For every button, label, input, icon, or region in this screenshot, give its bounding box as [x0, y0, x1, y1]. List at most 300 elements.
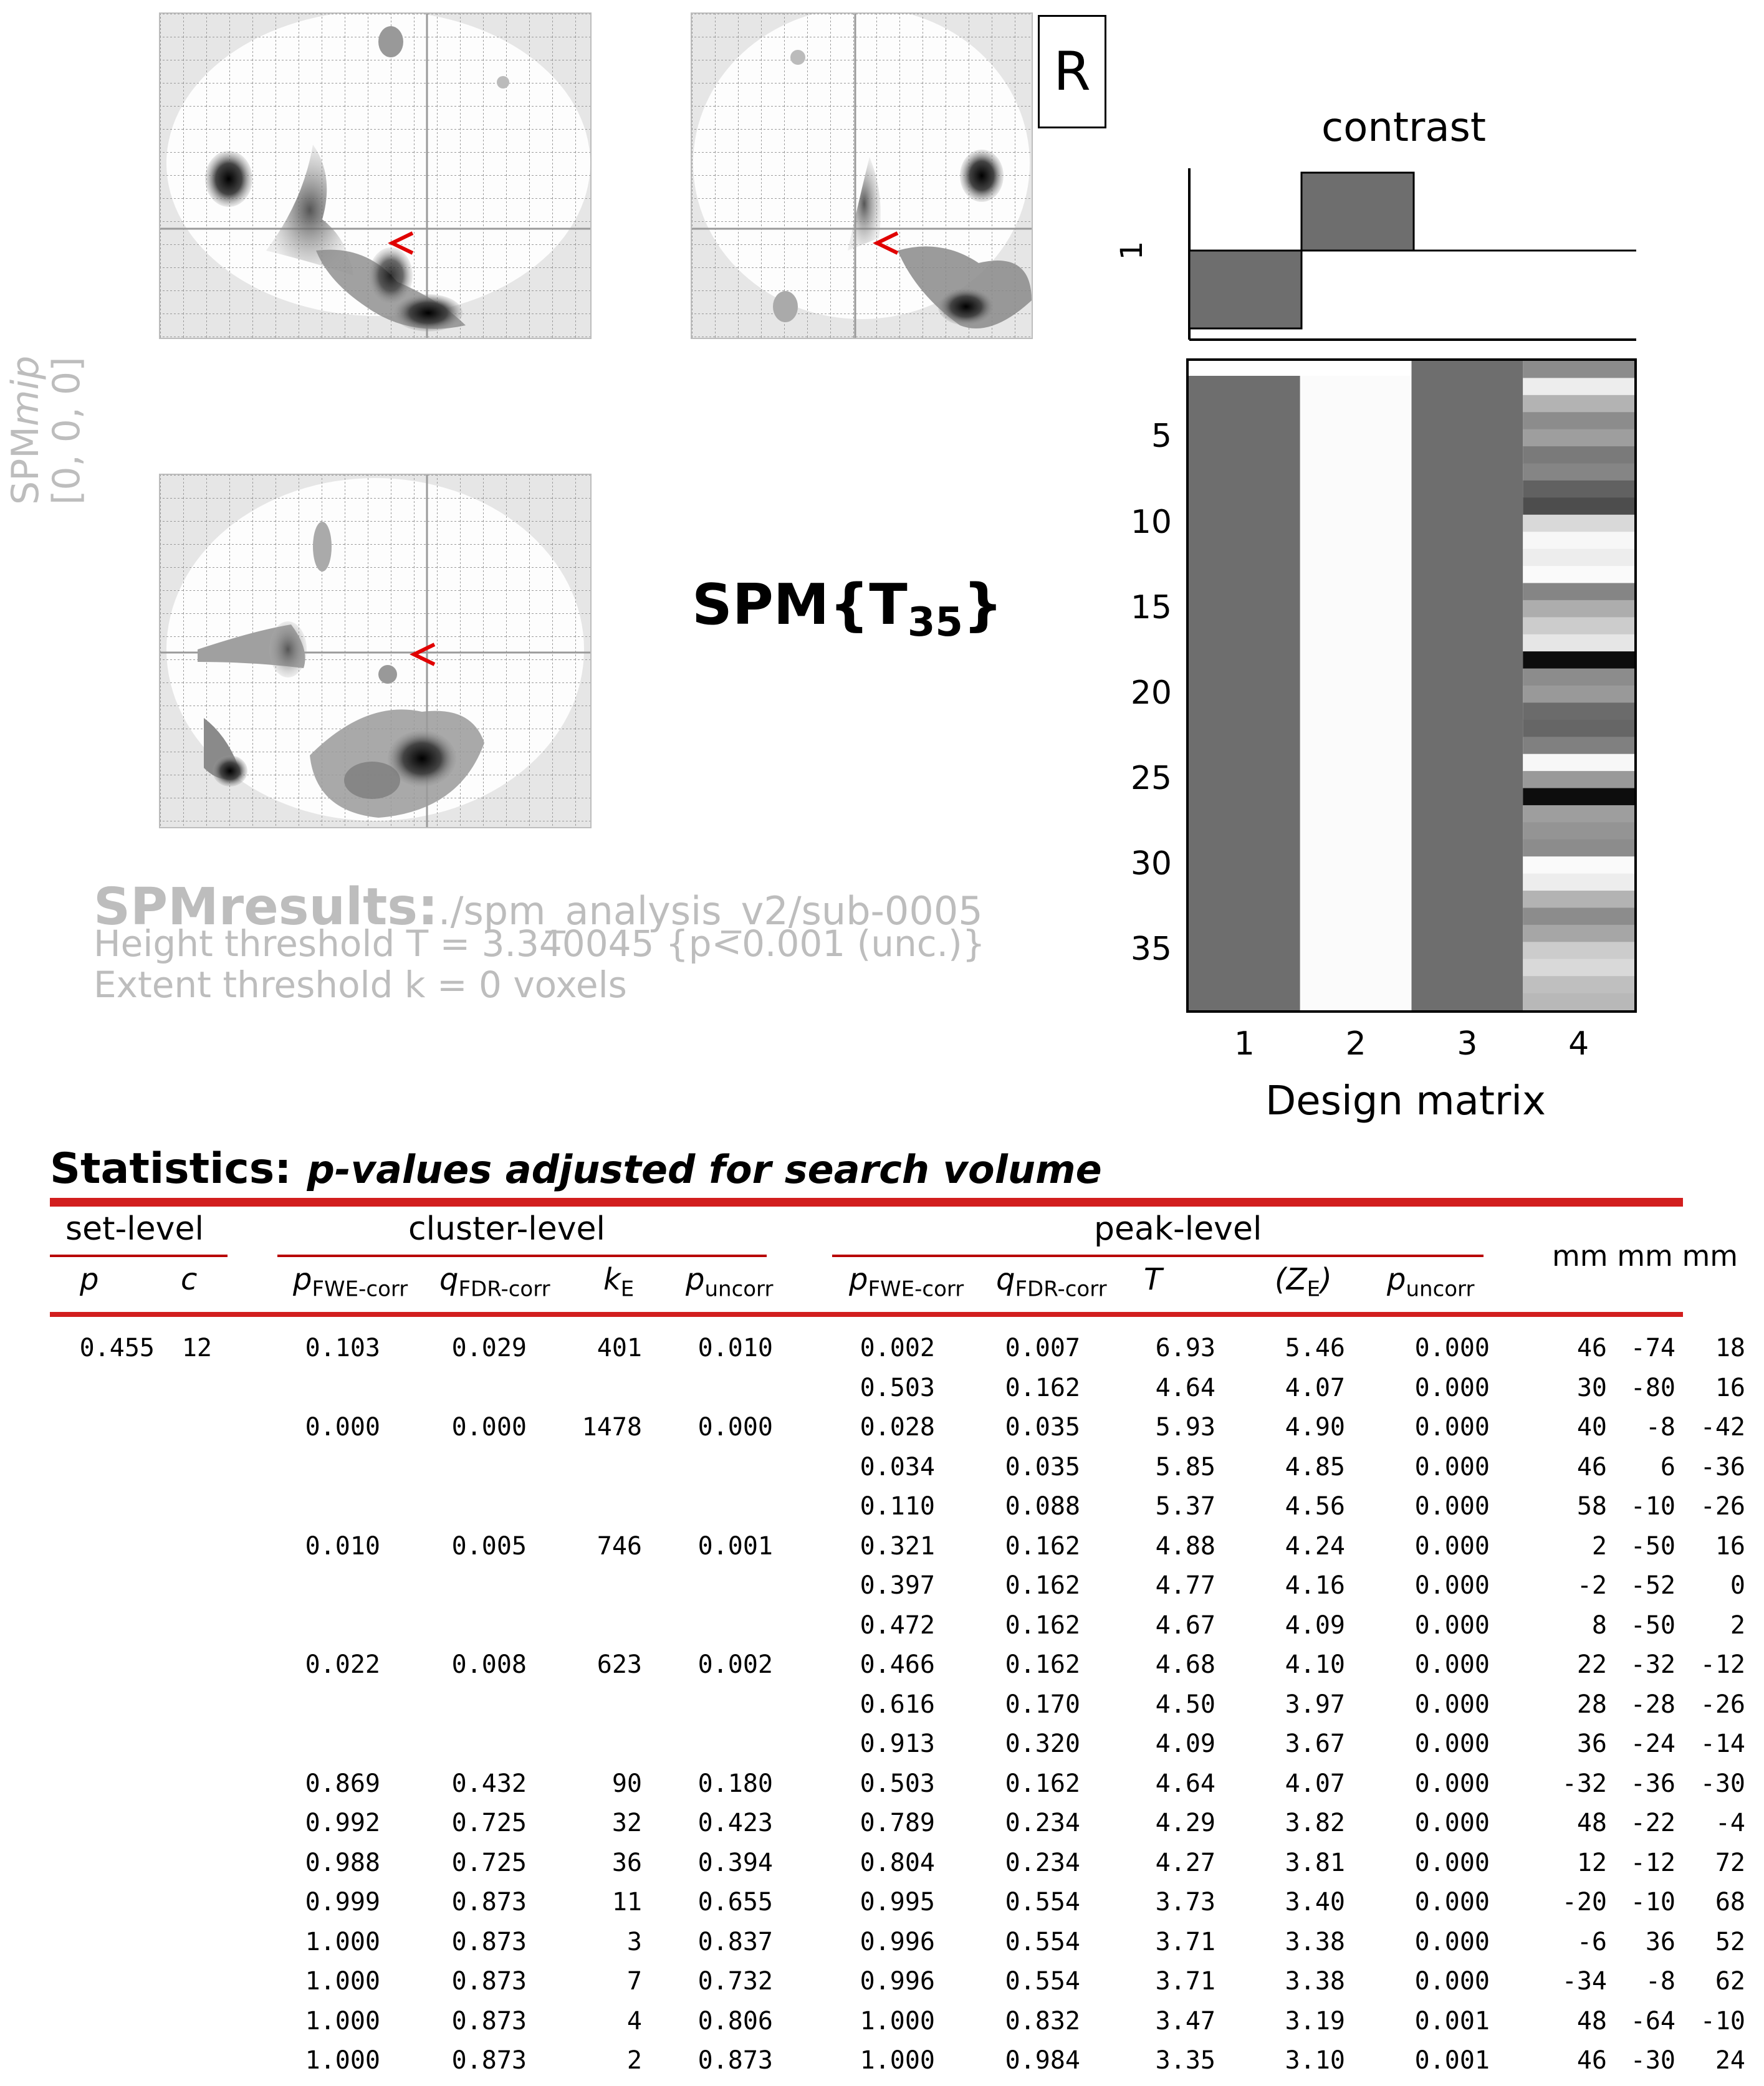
table-cell: 0.000	[1414, 1452, 1490, 1481]
dm-col4-row-33	[1523, 907, 1634, 925]
dm-col4-row-27	[1523, 805, 1634, 823]
table-cell: 0.035	[1005, 1413, 1080, 1442]
table-cell: 3.10	[1285, 2046, 1345, 2075]
table-cell: 5.85	[1155, 1452, 1215, 1481]
table-cell: 0.000	[1414, 1769, 1490, 1798]
spm-title-suffix: }	[962, 572, 1003, 638]
table-cell: -12	[1700, 1650, 1745, 1679]
table-cell: 0.000	[1414, 1571, 1490, 1600]
dm-col4-row-12	[1523, 549, 1634, 567]
col-peak-p-unc-sub: uncorr	[1406, 1276, 1475, 1302]
statistics-top-rule	[50, 1198, 1683, 1207]
table-cell: 0.554	[1005, 1888, 1080, 1916]
table-cell: 48	[1576, 2006, 1607, 2036]
table-cell: 0.554	[1005, 1927, 1080, 1956]
axial-mip-image	[160, 475, 590, 827]
table-cell: 0.000	[1414, 1413, 1490, 1442]
dm-top-row-col2	[1300, 361, 1412, 376]
table-cell: 3.40	[1285, 1888, 1345, 1916]
table-cell: 4.27	[1155, 1848, 1215, 1877]
spm-results-path: ./spm_analysis_v2/sub-0005	[438, 888, 983, 934]
col-cluster-p-fwe	[293, 1262, 408, 1302]
table-cell: 52	[1715, 1927, 1745, 1956]
table-row	[0, 1571, 1764, 1611]
table-cell: 3.19	[1285, 2006, 1345, 2036]
spm-title-prefix: SPM{T	[692, 572, 908, 638]
dm-col4-row-32	[1523, 891, 1634, 908]
table-cell: 0.162	[1005, 1769, 1080, 1798]
table-cell: -14	[1700, 1730, 1745, 1758]
dm-col4-row-31	[1523, 874, 1634, 891]
table-cell: 0.804	[860, 1848, 935, 1877]
height-threshold: Height threshold T = 3.340045 {p<0.001 (unc.)}	[93, 922, 985, 965]
col-cluster-p-unc	[686, 1262, 773, 1302]
table-cell: 12	[1576, 1848, 1607, 1877]
dm-column-2	[1300, 376, 1412, 1010]
contrast-plot	[1110, 156, 1646, 343]
table-row	[0, 1532, 1764, 1572]
table-cell: 0.503	[860, 1373, 935, 1402]
table-cell: 5.46	[1285, 1334, 1345, 1362]
table-cell: 0.234	[1005, 1848, 1080, 1877]
col-peak-q-fdr-sub: FDR-corr	[1015, 1276, 1107, 1302]
table-cell: 0.170	[1005, 1690, 1080, 1719]
table-cell: -26	[1700, 1690, 1745, 1719]
spm-statistic-title	[692, 572, 1003, 646]
table-row	[0, 1730, 1764, 1769]
table-cell: 0.234	[1005, 1809, 1080, 1837]
dm-x-tick-3: 3	[1457, 1025, 1478, 1063]
col-cluster-ke-label: k	[603, 1262, 621, 1297]
mip-label-main: SPM	[4, 426, 47, 505]
table-cell: 4	[626, 2006, 642, 2036]
table-row	[0, 2046, 1764, 2086]
table-cell: 0.873	[697, 2046, 773, 2075]
table-cell: 0.725	[451, 1809, 527, 1837]
table-cell: 0.996	[860, 1967, 935, 1996]
col-cluster-p-fwe-sub: FWE-corr	[312, 1276, 408, 1302]
table-cell: 1.000	[860, 2006, 935, 2036]
table-cell: 0.001	[1414, 2046, 1490, 2075]
col-peak-p-fwe	[849, 1262, 964, 1302]
extent-threshold: Extent threshold k = 0 voxels	[93, 964, 627, 1006]
dm-y-tick-10: 10	[1130, 503, 1172, 541]
dm-y-tick-25: 25	[1130, 759, 1172, 797]
table-cell: 0.034	[860, 1452, 935, 1481]
table-cell: -10	[1700, 2006, 1745, 2036]
col-cluster-q-fdr-label: q	[439, 1262, 459, 1297]
statistics-header	[50, 1144, 1102, 1194]
table-cell: -52	[1630, 1571, 1675, 1600]
table-cell: 0.869	[305, 1769, 380, 1798]
glass-brain-coronal	[691, 12, 1033, 339]
table-cell: 4.09	[1155, 1730, 1215, 1758]
table-cell: 0.010	[305, 1531, 380, 1561]
col-peak-ze-close: )	[1320, 1262, 1332, 1297]
table-cell: 3.97	[1285, 1690, 1345, 1719]
table-cell: 24	[1715, 2046, 1745, 2075]
table-cell: 0.992	[305, 1809, 380, 1837]
dm-col4-row-3	[1523, 395, 1634, 413]
table-cell: 4.50	[1155, 1690, 1215, 1719]
table-cell: 4.07	[1285, 1769, 1345, 1798]
glass-brain-axial	[159, 474, 592, 828]
table-cell: 2	[1730, 1610, 1745, 1640]
table-cell: 0.005	[451, 1531, 527, 1561]
dm-col4-row-30	[1523, 856, 1634, 874]
table-cell: 0.873	[451, 1967, 527, 1996]
table-cell: 1.000	[305, 2006, 380, 2036]
table-cell: 0.028	[860, 1413, 935, 1442]
table-cell: 0.000	[1414, 1610, 1490, 1640]
table-cell: -36	[1630, 1769, 1675, 1798]
col-peak-q-fdr	[996, 1262, 1107, 1302]
table-cell: 0.000	[451, 1413, 527, 1442]
table-cell: 1478	[582, 1413, 642, 1442]
table-cell: 0.320	[1005, 1730, 1080, 1758]
design-matrix	[1186, 358, 1637, 1013]
table-cell: 4.16	[1285, 1571, 1345, 1600]
table-cell: -24	[1630, 1730, 1675, 1758]
table-row	[0, 1967, 1764, 2007]
table-cell: 0.029	[451, 1334, 527, 1362]
table-cell: 0.554	[1005, 1967, 1080, 1996]
table-cell: -30	[1700, 1769, 1745, 1798]
table-cell: 746	[597, 1531, 642, 1561]
table-row	[0, 1888, 1764, 1928]
table-cell: -80	[1630, 1373, 1675, 1402]
table-cell: 0.466	[860, 1650, 935, 1679]
table-cell: 18	[1715, 1334, 1745, 1362]
table-cell: 3.71	[1155, 1927, 1215, 1956]
table-cell: 0.000	[1414, 1373, 1490, 1402]
table-cell: 30	[1576, 1373, 1607, 1402]
table-cell: 4.09	[1285, 1610, 1345, 1640]
table-cell: -22	[1630, 1809, 1675, 1837]
table-cell: 0.732	[697, 1967, 773, 1996]
table-cell: 48	[1576, 1809, 1607, 1837]
table-cell: 0.000	[1414, 1531, 1490, 1561]
table-cell: 0.000	[1414, 1809, 1490, 1837]
table-cell: 3.35	[1155, 2046, 1215, 2075]
col-peak-ze-sub: E	[1306, 1276, 1321, 1302]
table-cell: 0.001	[697, 1531, 773, 1561]
table-cell: 3.71	[1155, 1967, 1215, 1996]
table-cell: -34	[1561, 1967, 1607, 1996]
table-cell: -30	[1630, 2046, 1675, 2075]
table-cell: 11	[611, 1888, 642, 1916]
table-cell: -4	[1715, 1809, 1745, 1837]
dm-col4-row-14	[1523, 583, 1634, 600]
table-cell: -28	[1630, 1690, 1675, 1719]
col-cluster-q-fdr-sub: FDR-corr	[458, 1276, 550, 1302]
table-cell: 0.000	[1414, 1492, 1490, 1521]
table-cell: 0.806	[697, 2006, 773, 2036]
table-cell: 0.832	[1005, 2006, 1080, 2036]
table-cell: 36	[1576, 1730, 1607, 1758]
dm-x-tick-4: 4	[1568, 1025, 1589, 1063]
table-row	[0, 1611, 1764, 1651]
table-cell: 0.873	[451, 2046, 527, 2075]
table-cell: 0.088	[1005, 1492, 1080, 1521]
table-cell: 0.000	[1414, 1334, 1490, 1362]
dm-col4-row-6	[1523, 446, 1634, 464]
dm-col4-row-36	[1523, 959, 1634, 977]
set-level-rule	[50, 1255, 228, 1257]
dm-col4-row-10	[1523, 515, 1634, 532]
col-cluster-q-fdr	[439, 1262, 550, 1302]
table-cell: 4.90	[1285, 1413, 1345, 1442]
col-set-p-label: p	[80, 1262, 99, 1297]
table-cell: 36	[1645, 1927, 1675, 1956]
col-peak-p-fwe-sub: FWE-corr	[868, 1276, 964, 1302]
table-cell: 0.002	[697, 1650, 773, 1679]
table-cell: 2	[1591, 1531, 1607, 1561]
table-cell: 0.162	[1005, 1650, 1080, 1679]
table-cell: 1.000	[305, 1927, 380, 1956]
table-cell: 0.162	[1005, 1531, 1080, 1561]
table-row	[0, 1849, 1764, 1888]
table-cell: 12	[181, 1334, 212, 1362]
table-cell: -10	[1630, 1888, 1675, 1916]
dm-y-tick-15: 15	[1130, 588, 1172, 626]
table-row	[0, 1453, 1764, 1493]
table-row	[0, 1492, 1764, 1532]
dm-col4-row-7	[1523, 464, 1634, 481]
table-cell: 0.000	[1414, 1650, 1490, 1679]
table-cell: 0.000	[1414, 1967, 1490, 1996]
table-cell: 4.56	[1285, 1492, 1345, 1521]
dm-y-tick-20: 20	[1130, 674, 1172, 712]
table-cell: 22	[1576, 1650, 1607, 1679]
col-set-c	[181, 1262, 197, 1297]
table-cell: 0.180	[697, 1769, 773, 1798]
table-cell: 8	[1591, 1610, 1607, 1640]
table-cell: 4.10	[1285, 1650, 1345, 1679]
table-cell: 72	[1715, 1848, 1745, 1877]
dm-col4-row-16	[1523, 617, 1634, 634]
dm-col4-row-21	[1523, 702, 1634, 720]
table-cell: 2	[626, 2046, 642, 2075]
table-cell: 0.007	[1005, 1334, 1080, 1362]
table-cell: 1.000	[305, 1967, 380, 1996]
col-peak-p-unc-label: p	[1387, 1262, 1406, 1297]
table-cell: 0.022	[305, 1650, 380, 1679]
dm-col4-row-11	[1523, 532, 1634, 549]
table-cell: 623	[597, 1650, 642, 1679]
table-cell: 0.873	[451, 2006, 527, 2036]
table-cell: 0.913	[860, 1730, 935, 1758]
contrast-bar-2	[1301, 173, 1414, 251]
table-cell: 4.64	[1155, 1373, 1215, 1402]
table-cell: 6	[1660, 1452, 1675, 1481]
table-cell: 0.432	[451, 1769, 527, 1798]
contrast-title: contrast	[1321, 105, 1486, 151]
dm-col4-row-34	[1523, 925, 1634, 942]
col-set-p	[80, 1262, 98, 1297]
table-cell: 4.29	[1155, 1809, 1215, 1837]
table-cell: -8	[1645, 1967, 1675, 1996]
table-cell: -74	[1630, 1334, 1675, 1362]
table-cell: 3.81	[1285, 1848, 1345, 1877]
dm-col4-row-9	[1523, 497, 1634, 515]
table-cell: 7	[626, 1967, 642, 1996]
table-cell: -42	[1700, 1413, 1745, 1442]
table-cell: 4.64	[1155, 1769, 1215, 1798]
dm-col4-row-25	[1523, 771, 1634, 788]
table-cell: 32	[611, 1809, 642, 1837]
table-cell: 3.73	[1155, 1888, 1215, 1916]
table-cell: 0	[1730, 1571, 1745, 1600]
spm-mip-label	[5, 356, 87, 505]
mip-coords: [0, 0, 0]	[45, 356, 89, 505]
table-cell: 16	[1715, 1531, 1745, 1561]
dm-col4-row-18	[1523, 651, 1634, 669]
table-cell: 4.24	[1285, 1531, 1345, 1561]
dm-col4-row-4	[1523, 412, 1634, 429]
dm-x-tick-1: 1	[1234, 1025, 1255, 1063]
table-cell: 5.93	[1155, 1413, 1215, 1442]
table-cell: 4.07	[1285, 1373, 1345, 1402]
table-cell: 0.984	[1005, 2046, 1080, 2075]
table-cell: 40	[1576, 1413, 1607, 1442]
table-cell: 0.000	[1414, 1690, 1490, 1719]
statistics-table-body	[0, 1334, 1764, 2082]
table-row	[0, 1809, 1764, 1849]
dm-col4-row-8	[1523, 481, 1634, 498]
dm-column-1	[1189, 376, 1300, 1010]
table-cell: -64	[1630, 2006, 1675, 2036]
spm-results-block	[93, 878, 1091, 1006]
design-matrix-title: Design matrix	[1265, 1078, 1546, 1124]
table-cell: 0.000	[1414, 1888, 1490, 1916]
col-cluster-p-unc-label: p	[686, 1262, 705, 1297]
dm-col4-row-19	[1523, 669, 1634, 686]
dm-col4-row-37	[1523, 976, 1634, 993]
dm-col4-row-28	[1523, 822, 1634, 840]
table-cell: 0.103	[305, 1334, 380, 1362]
table-cell: -50	[1630, 1531, 1675, 1561]
glass-brain-sagittal	[159, 12, 592, 339]
table-cell: 0.002	[860, 1334, 935, 1362]
col-peak-p-fwe-label: p	[849, 1262, 868, 1297]
table-cell: 3	[626, 1927, 642, 1956]
spm-title-df: 35	[907, 600, 963, 646]
table-cell: -12	[1630, 1848, 1675, 1877]
table-cell: 3.47	[1155, 2006, 1215, 2036]
table-cell: 3.82	[1285, 1809, 1345, 1837]
table-cell: 46	[1576, 2046, 1607, 2075]
mip-label-italic: mip	[4, 355, 47, 426]
col-cluster-ke	[603, 1262, 634, 1302]
table-cell: 0.162	[1005, 1571, 1080, 1600]
dm-col4-row-17	[1523, 634, 1634, 652]
table-cell: 0.162	[1005, 1373, 1080, 1402]
dm-col4-row-23	[1523, 737, 1634, 754]
table-cell: -32	[1561, 1769, 1607, 1798]
table-cell: 0.873	[451, 1888, 527, 1916]
dm-col4-row-24	[1523, 754, 1634, 772]
table-cell: 0.001	[1414, 2006, 1490, 2036]
table-cell: 4.88	[1155, 1531, 1215, 1561]
table-cell: 68	[1715, 1888, 1745, 1916]
table-row	[0, 1413, 1764, 1453]
table-cell: -8	[1645, 1413, 1675, 1442]
col-peak-ze-label: (Z	[1275, 1262, 1307, 1297]
table-row	[0, 1650, 1764, 1690]
table-row	[0, 2007, 1764, 2047]
table-cell: 46	[1576, 1452, 1607, 1481]
col-set-c-label: c	[181, 1262, 198, 1297]
statistics-header-rule	[50, 1312, 1683, 1317]
table-cell: -10	[1630, 1492, 1675, 1521]
cluster-level-header: cluster-level	[408, 1210, 605, 1248]
table-cell: 0.008	[451, 1650, 527, 1679]
table-cell: 16	[1715, 1373, 1745, 1402]
col-cluster-p-unc-sub: uncorr	[704, 1276, 774, 1302]
dm-col4-row-38	[1523, 993, 1634, 1010]
table-row	[0, 1928, 1764, 1968]
table-cell: 0.995	[860, 1888, 935, 1916]
col-cluster-ke-sub: E	[620, 1276, 635, 1302]
peak-level-header: peak-level	[1094, 1210, 1262, 1248]
table-row	[0, 1374, 1764, 1414]
table-cell: 0.000	[1414, 1730, 1490, 1758]
dm-y-tick-5: 5	[1151, 418, 1172, 456]
col-cluster-p-fwe-label: p	[293, 1262, 312, 1297]
col-peak-p-unc	[1387, 1262, 1474, 1302]
table-cell: 6.93	[1155, 1334, 1215, 1362]
dm-column-3	[1412, 361, 1523, 1010]
table-cell: 0.873	[451, 1927, 527, 1956]
table-cell: 0.996	[860, 1927, 935, 1956]
set-level-header: set-level	[65, 1210, 204, 1248]
col-peak-t-label: T	[1144, 1262, 1162, 1297]
col-peak-t	[1144, 1262, 1162, 1297]
table-cell: 0.000	[305, 1413, 380, 1442]
table-cell: 0.725	[451, 1848, 527, 1877]
table-cell: 0.423	[697, 1809, 773, 1837]
table-cell: 3.38	[1285, 1927, 1345, 1956]
table-row	[0, 1769, 1764, 1809]
statistics-title: Statistics:	[50, 1144, 292, 1194]
table-cell: 0.988	[305, 1848, 380, 1877]
table-cell: 1.000	[860, 2046, 935, 2075]
dm-col4-row-26	[1523, 788, 1634, 806]
table-cell: 4.77	[1155, 1571, 1215, 1600]
dm-top-row-col1	[1189, 361, 1300, 376]
table-cell: 46	[1576, 1334, 1607, 1362]
sagittal-mip-image	[160, 14, 590, 338]
dm-col4-row-5	[1523, 429, 1634, 447]
table-cell: -36	[1700, 1452, 1745, 1481]
table-cell: 1.000	[305, 2046, 380, 2075]
table-cell: 0.110	[860, 1492, 935, 1521]
table-cell: -32	[1630, 1650, 1675, 1679]
dm-col4-row-29	[1523, 840, 1634, 857]
table-cell: 0.397	[860, 1571, 935, 1600]
table-cell: 36	[611, 1848, 642, 1877]
table-cell: -6	[1576, 1927, 1607, 1956]
table-cell: 0.503	[860, 1769, 935, 1798]
table-cell: 4.68	[1155, 1650, 1215, 1679]
dm-col4-row-22	[1523, 720, 1634, 737]
table-cell: 0.035	[1005, 1452, 1080, 1481]
contrast-bar-1	[1189, 251, 1301, 328]
table-cell: 0.455	[79, 1334, 155, 1362]
table-cell: 0.655	[697, 1888, 773, 1916]
cluster-level-rule	[277, 1255, 767, 1257]
